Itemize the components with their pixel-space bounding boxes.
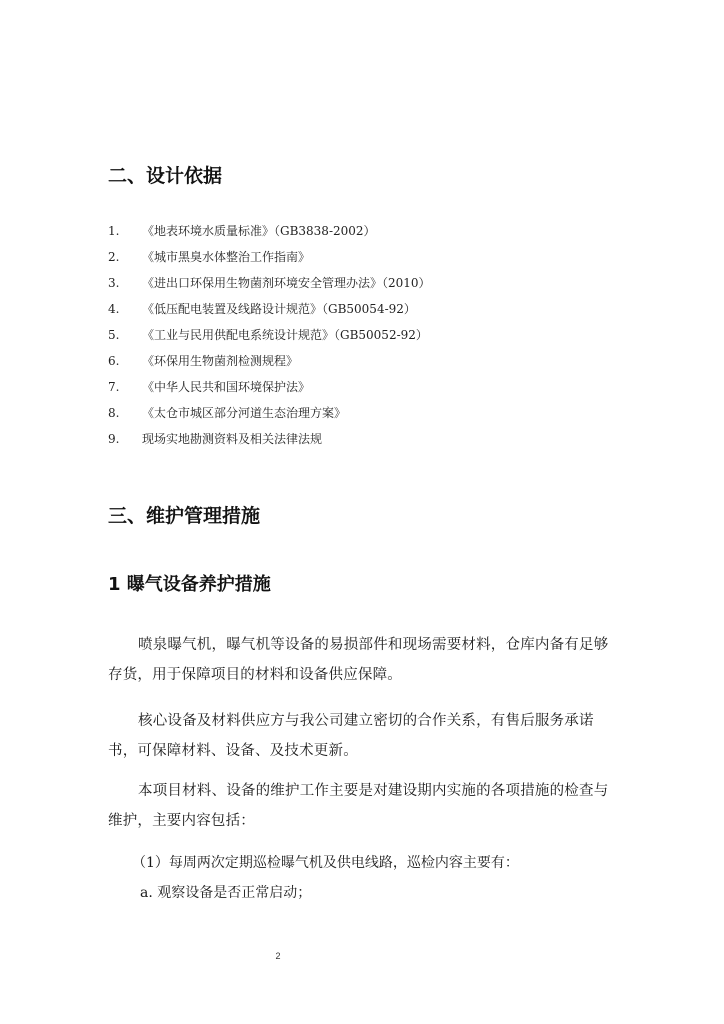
reference-item	[108, 222, 431, 248]
reference-item	[108, 352, 431, 378]
reference-text: 《环保用生物菌剂检测规程》	[142, 354, 299, 368]
reference-item	[108, 248, 431, 274]
reference-number: 5.	[108, 328, 120, 342]
inspection-sub-item: a. 观察设备是否正常启动；	[140, 885, 312, 901]
reference-text: 《地表环境水质量标准》（GB3838-2002）	[142, 224, 376, 238]
reference-item	[108, 404, 431, 430]
reference-text: 《太仓市城区部分河道生态治理方案》	[142, 406, 347, 420]
reference-item	[108, 430, 431, 456]
reference-list	[108, 222, 431, 456]
section-heading-maintenance: 三、维护管理措施	[108, 505, 261, 527]
body-paragraph: 本项目材料、设备的维护工作主要是对建设期内实施的各项措施的检查与维护，主要内容包括：	[108, 783, 609, 829]
reference-number: 4.	[108, 302, 120, 316]
reference-item	[108, 378, 431, 404]
reference-item	[108, 274, 431, 300]
reference-number: 3.	[108, 276, 120, 290]
reference-text: 《工业与民用供配电系统设计规范》（GB50052-92）	[142, 328, 428, 342]
page-number: 2	[275, 951, 281, 961]
reference-number: 9.	[108, 432, 120, 446]
reference-number: 1.	[108, 224, 120, 238]
reference-text: 《中华人民共和国环境保护法》	[142, 380, 311, 394]
inspection-item: （1）每周两次定期巡检曝气机及供电线路，巡检内容主要有：	[132, 855, 519, 871]
subsection-heading-aeration: 1 曝气设备养护措施	[108, 574, 271, 595]
reference-text: 《城市黑臭水体整治工作指南》	[142, 250, 311, 264]
reference-number: 2.	[108, 250, 120, 264]
body-paragraph: 喷泉曝气机，曝气机等设备的易损部件和现场需要材料，仓库内备有足够存货，用于保障项目的材料和设备供应保障。	[108, 637, 609, 683]
section-heading-design-basis: 二、设计依据	[108, 165, 223, 187]
body-paragraph: 核心设备及材料供应方与我公司建立密切的合作关系，有售后服务承诺书，可保障材料、设备、及技术更新。	[108, 713, 594, 759]
reference-number: 7.	[108, 380, 120, 394]
reference-text: 《低压配电装置及线路设计规范》（GB50054-92）	[142, 302, 416, 316]
reference-text: 现场实地勘测资料及相关法律法规	[142, 432, 323, 446]
reference-item	[108, 300, 431, 326]
reference-text: 《进出口环保用生物菌剂环境安全管理办法》（2010）	[142, 276, 431, 290]
reference-item	[108, 326, 431, 352]
reference-number: 8.	[108, 406, 120, 420]
reference-number: 6.	[108, 354, 120, 368]
